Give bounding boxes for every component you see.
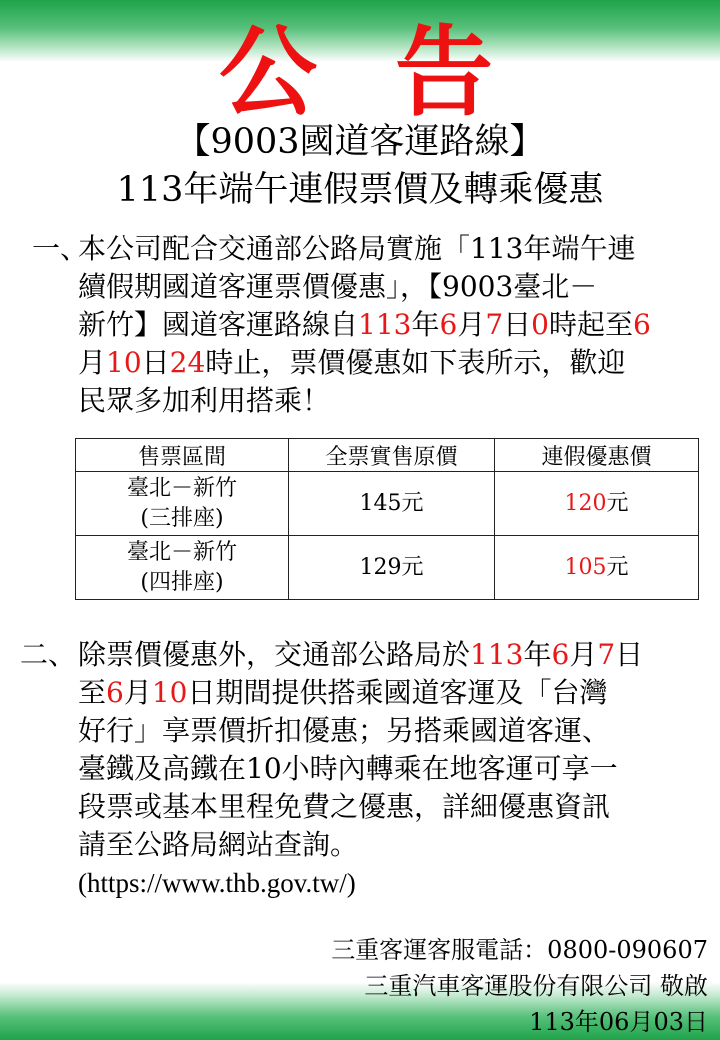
company-signature: 三重汽車客運股份有限公司 敬啟 [364, 972, 708, 1000]
section-1-line: 民眾多加利用搭乘！ [78, 384, 331, 417]
route-cell: 臺北－新竹 (三排座) [76, 472, 289, 536]
header-original-price: 全票實售原價 [289, 439, 495, 472]
section-2-line: 至6月10日期間提供搭乘國道客運及「台灣 [78, 676, 608, 709]
route-cell: 臺北－新竹 (四排座) [76, 536, 289, 600]
header-promo-price: 連假優惠價 [495, 439, 699, 472]
section-2-line: 請至公路局網站查詢。 [78, 828, 359, 861]
section-2-number: 二、 [20, 638, 77, 671]
section-1-number: 一、 [32, 232, 89, 265]
fare-table-header [76, 439, 699, 472]
section-1-line: 續假期國道客運票價優惠」，【9003臺北－ [78, 270, 598, 303]
fare-table [75, 438, 699, 600]
table-row [76, 536, 699, 600]
original-price-cell: 129元 [289, 536, 495, 600]
original-price-cell: 145元 [289, 472, 495, 536]
header-route: 售票區間 [76, 439, 289, 472]
promo-price-cell: 105元 [495, 536, 699, 600]
customer-hotline: 三重客運客服電話：0800-090607 [331, 936, 708, 964]
event-subtitle: 113年端午連假票價及轉乘優惠 [116, 170, 604, 210]
notice-date: 113年06月03日 [529, 1008, 708, 1036]
table-row [76, 472, 699, 536]
notice-title-left: 公 [218, 15, 325, 130]
section-1-line: 新竹】國道客運路線自113年6月7日0時起至6 [78, 308, 651, 341]
promo-price-cell: 120元 [495, 472, 699, 536]
section-1-line: 月10日24時止，票價優惠如下表所示，歡迎 [78, 346, 626, 379]
section-2-line: 段票或基本里程免費之優惠，詳細優惠資訊 [78, 790, 611, 823]
notice-title-right: 告 [395, 15, 502, 130]
section-2-line: 好行」享票價折扣優惠；另搭乘國道客運、 [78, 714, 611, 747]
notice-title [0, 15, 720, 130]
website-url[interactable]: (https://www.thb.gov.tw/) [78, 868, 356, 898]
section-1 [32, 230, 702, 420]
section-2-line: 除票價優惠外，交通部公路局於113年6月7日 [78, 638, 644, 671]
section-2-line: 臺鐵及高鐵在10小時內轉乘在地客運可享一 [78, 752, 618, 785]
section-2 [20, 636, 690, 864]
section-1-line: 本公司配合交通部公路局實施「113年端午連 [78, 232, 636, 265]
route-subtitle: 【9003國道客運路線】 [175, 122, 545, 162]
